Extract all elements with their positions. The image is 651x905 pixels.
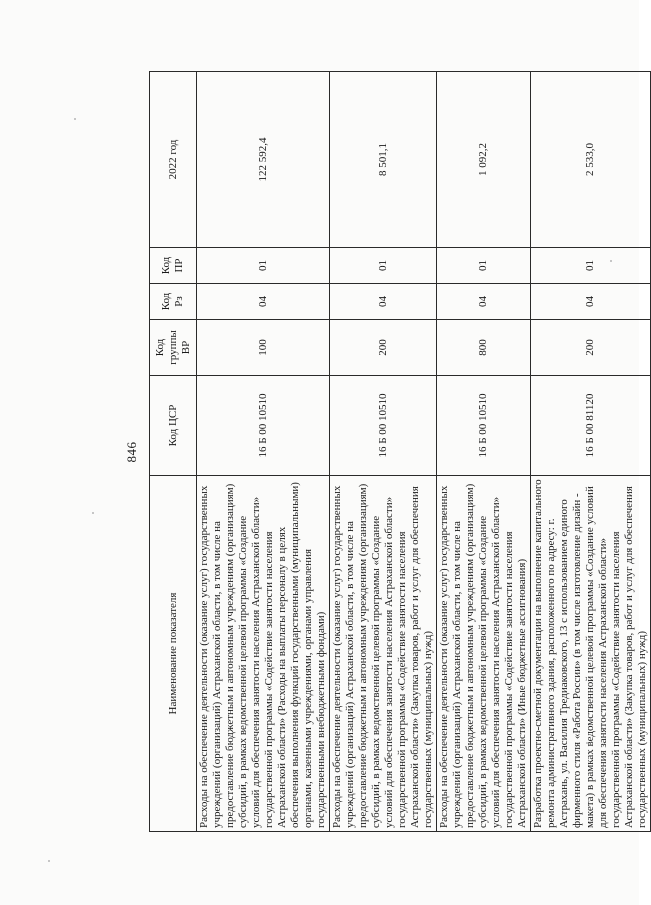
table-row — [531, 72, 651, 832]
row-rz: 04 — [330, 284, 437, 320]
page-number: 846 — [124, 441, 139, 463]
row-rz: 04 — [531, 284, 651, 320]
table-row — [197, 72, 330, 832]
table-row — [437, 72, 531, 832]
row-amount: 2 533,0 — [531, 72, 651, 248]
header-vr: Код группы ВР — [150, 320, 197, 376]
row-vr: 100 — [197, 320, 330, 376]
header-pr: Код ПР — [150, 248, 197, 284]
row-name: Расходы на обеспечение деятельности (оказание услуг) государственных учреждений (организаций) Астраханской области, в том числе на предоставление бюджетным и автономным учреждениям (организациям) субсидий, в рамках ведомственной целевой программы «Создание условий для обеспечения занятости населения Астраханской области» государственной программы «Содействие занятости населения Астраханской области» (Расходы на выплаты персоналу в целях обеспечения выполнения функций государственными (муниципальными) органами, казенными учреждениями, органами управления государственными внебюджетными фондами) — [197, 476, 330, 832]
header-rz: Код Рз — [150, 284, 197, 320]
scan-speck — [92, 512, 94, 514]
rotated-content — [110, 47, 648, 857]
header-name: Наименование показателя — [150, 476, 197, 832]
row-name: Расходы на обеспечение деятельности (оказание услуг) государственных учреждений (организаций) Астраханской области, в том числе на предоставление бюджетным и автономным учреждениям (организациям) субсидий, в рамках ведомственной целевой программы «Создание условий для обеспечения занятости населения Астраханской области» государственной программы «Содействие занятости населения Астраханской области» (Закупка товаров, работ и услуг для обеспечения государственных (муниципальных) нужд) — [330, 476, 437, 832]
row-pr: 01 — [437, 248, 531, 284]
row-rz: 04 — [197, 284, 330, 320]
row-csr: 16 Б 00 10510 — [330, 376, 437, 476]
row-csr: 16 Б 00 10510 — [197, 376, 330, 476]
header-csr: Код ЦСР — [150, 376, 197, 476]
budget-table — [149, 71, 651, 832]
row-pr: 01 — [197, 248, 330, 284]
row-vr: 200 — [330, 320, 437, 376]
row-name: Расходы на обеспечение деятельности (оказание услуг) государственных учреждений (организаций) Астраханской области, в том числе на предоставление бюджетным и автономным учреждениям (организациям) субсидий, в рамках ведомственной целевой программы «Создание условий для обеспечения занятости населения Астраханской области» государственной программы «Содействие занятости населения Астраханской области» (Иные бюджетные ассигнования) — [437, 476, 531, 832]
row-amount: 8 501,1 — [330, 72, 437, 248]
table-header-row — [150, 72, 197, 832]
row-pr: 01 — [330, 248, 437, 284]
row-vr: 800 — [437, 320, 531, 376]
row-pr: 01 — [531, 248, 651, 284]
row-amount: 122 592,4 — [197, 72, 330, 248]
row-amount: 1 092,2 — [437, 72, 531, 248]
scan-speck — [48, 860, 50, 862]
row-name: Разработка проектно-сметной документации на выполнение капитального ремонта административного здания, расположенного по адресу: г. Астрахань, ул. Василия Тредиаковского, 13 с использованием единого фирменного стиля «Работа России» (в том числе изготовление дизайн - макета) в рамках ведомственной целевой программы «Создание условий для обеспечения занятости населения Астраханской области» государственной программы «Содействие занятости населения Астраханской области» (Закупка товаров, работ и услуг для обеспечения государственных (муниципальных) нужд) — [531, 476, 651, 832]
row-rz: 04 — [437, 284, 531, 320]
row-vr: 200 — [531, 320, 651, 376]
row-csr: 16 Б 00 81120 — [531, 376, 651, 476]
scan-speck — [74, 118, 76, 120]
row-csr: 16 Б 00 10510 — [437, 376, 531, 476]
table-row — [330, 72, 437, 832]
header-year: 2022 год — [150, 72, 197, 248]
